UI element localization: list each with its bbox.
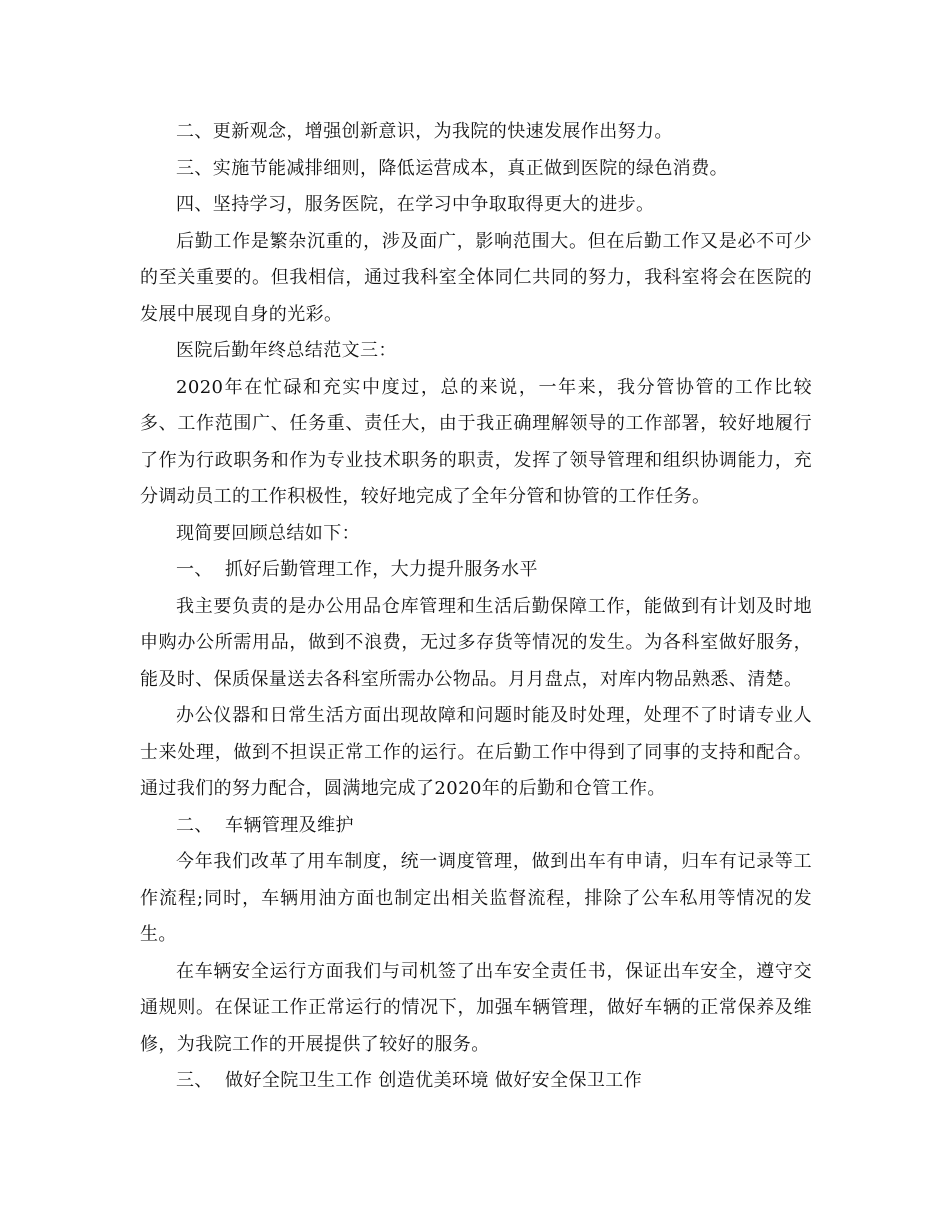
office-supplies-paragraph: 我主要负责的是办公用品仓库管理和生活后勤保障工作，能做到有计划及时地申购办公所需用品，做到不浪费，无过多存货等情况的发生。为各科室做好服务，能及时、保质保量送去各科室所需办公物品。月月盘点，对库内物品熟悉、清楚。 — [140, 595, 812, 690]
equipment-repair-paragraph: 办公仪器和日常生活方面出现故障和问题时能及时处理，处理不了时请专业人士来处理，做到不担误正常工作的运行。在后勤工作中得到了同事的支持和配合。通过我们的努力配合，圆满地完成了2020年的后勤和仓管工作。 — [140, 705, 812, 799]
heading-vehicle-management: 二、 车辆管理及维护 — [176, 814, 354, 836]
year-overview-paragraph: 2020年在忙碌和充实中度过，总的来说，一年来，我分管协管的工作比较多、工作范围广、任务重、责任大，由于我正确理解领导的工作部署，较好地履行了作为行政职务和作为专业技术职务的职责，发挥了领导管理和组织协调能力，充分调动员工的工作积极性，较好地完成了全年分管和协管的工作任务。 — [140, 376, 812, 507]
heading-hygiene-security: 三、 做好全院卫生工作 创造优美环境 做好安全保卫工作 — [176, 1070, 643, 1091]
section-title-sample-three: 医院后勤年终总结范文三： — [176, 340, 397, 361]
vehicle-safety-paragraph: 在车辆安全运行方面我们与司机签了出车安全责任书，保证出车安全，遵守交通规则。在保证工作正常运行的情况下，加强车辆管理，做好车辆的正常保养及维修，为我院工作的开展提供了较好的服务。 — [140, 960, 812, 1055]
document-body — [140, 114, 812, 1100]
vehicle-system-paragraph: 今年我们改革了用车制度，统一调度管理，做到出车有申请，归车有记录等工作流程;同时，车辆用油方面也制定出相关监督流程，排除了公车私用等情况的发生。 — [140, 851, 812, 945]
item-three-paragraph: 三、实施节能减排细则，降低运营成本，真正做到医院的绿色消费。 — [176, 157, 728, 179]
review-intro-paragraph: 现简要回顾总结如下： — [176, 522, 360, 544]
heading-logistics-management: 一、 抓好后勤管理工作，大力提升服务水平 — [176, 559, 538, 580]
item-four-paragraph: 四、坚持学习，服务医院，在学习中争取取得更大的进步。 — [176, 194, 655, 215]
item-two-paragraph: 二、更新观念，增强创新意识，为我院的快速发展作出努力。 — [176, 121, 673, 142]
logistics-summary-paragraph: 后勤工作是繁杂沉重的，涉及面广，影响范围大。但在后勤工作又是必不可少的至关重要的。但我相信，通过我科室全体同仁共同的努力，我科室将会在医院的发展中展现自身的光彩。 — [140, 230, 812, 325]
